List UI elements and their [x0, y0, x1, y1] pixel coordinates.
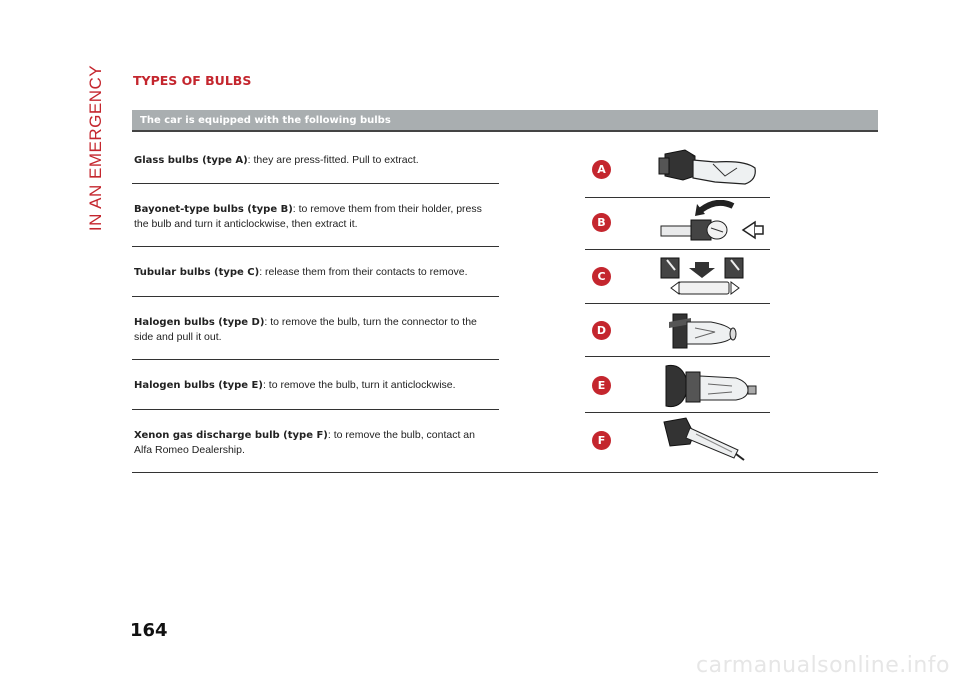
bulb-type-title: Halogen bulbs (type E): [134, 380, 263, 391]
table-bottom-rule: [132, 472, 878, 473]
table-header-text: The car is equipped with the following bulbs: [140, 115, 391, 126]
bulb-row-a-text: [134, 153, 494, 168]
image-divider: [585, 303, 770, 304]
bulb-type-title: Halogen bulbs (type D): [134, 317, 265, 328]
image-divider: [585, 197, 770, 198]
bulb-type-desc: : to remove the bulb, contact an Alfa Romeo Dealership.: [134, 429, 475, 456]
bulb-type-desc: : release them from their contacts to remove.: [259, 266, 468, 278]
section-title: TYPES OF BULBS: [133, 73, 252, 88]
row-divider: [132, 183, 499, 184]
badge-d: D: [592, 321, 611, 340]
badge-b: B: [592, 213, 611, 232]
bulb-type-desc: : to remove them from their holder, press the bulb and turn it anticlockwise, then extract it.: [134, 203, 482, 230]
bulb-row-f-text: [134, 428, 494, 457]
bulb-type-title: Bayonet-type bulbs (type B): [134, 204, 293, 215]
table-header: [132, 110, 878, 132]
halogen-bulb-e-icon: [662, 360, 762, 412]
bulb-type-desc: : they are press-fitted. Pull to extract.: [247, 154, 419, 166]
bayonet-bulb-icon: [655, 200, 765, 246]
bulb-type-title: Xenon gas discharge bulb (type F): [134, 430, 328, 441]
bulb-type-title: Glass bulbs (type A): [134, 155, 248, 166]
row-divider: [132, 246, 499, 247]
badge-c: C: [592, 267, 611, 286]
badge-e: E: [592, 376, 611, 395]
image-divider: [585, 356, 770, 357]
xenon-bulb-icon: [660, 414, 750, 466]
chapter-side-tab: [84, 55, 108, 240]
bulb-type-desc: : to remove the bulb, turn it anticlockwise.: [262, 379, 456, 391]
bulb-row-d-text: [134, 315, 494, 344]
page-number: 164: [130, 620, 168, 641]
bulb-row-b-text: [134, 202, 494, 231]
image-divider: [585, 412, 770, 413]
bulb-type-desc: : to remove the bulb, turn the connector to the side and pull it out.: [134, 316, 477, 343]
row-divider: [132, 359, 499, 360]
bulb-row-e-text: [134, 378, 494, 393]
glass-bulb-icon: [655, 146, 765, 192]
row-divider: [132, 296, 499, 297]
row-divider: [132, 409, 499, 410]
halogen-bulb-d-icon: [655, 308, 765, 354]
chapter-title: IN AN EMERGENCY: [86, 64, 105, 231]
image-divider: [585, 249, 770, 250]
badge-f: F: [592, 431, 611, 450]
bulb-row-c-text: [134, 265, 494, 280]
bulb-type-title: Tubular bulbs (type C): [134, 267, 260, 278]
badge-a: A: [592, 160, 611, 179]
watermark: carmanualsonline.info: [696, 653, 950, 678]
tubular-bulb-icon: [655, 254, 765, 302]
